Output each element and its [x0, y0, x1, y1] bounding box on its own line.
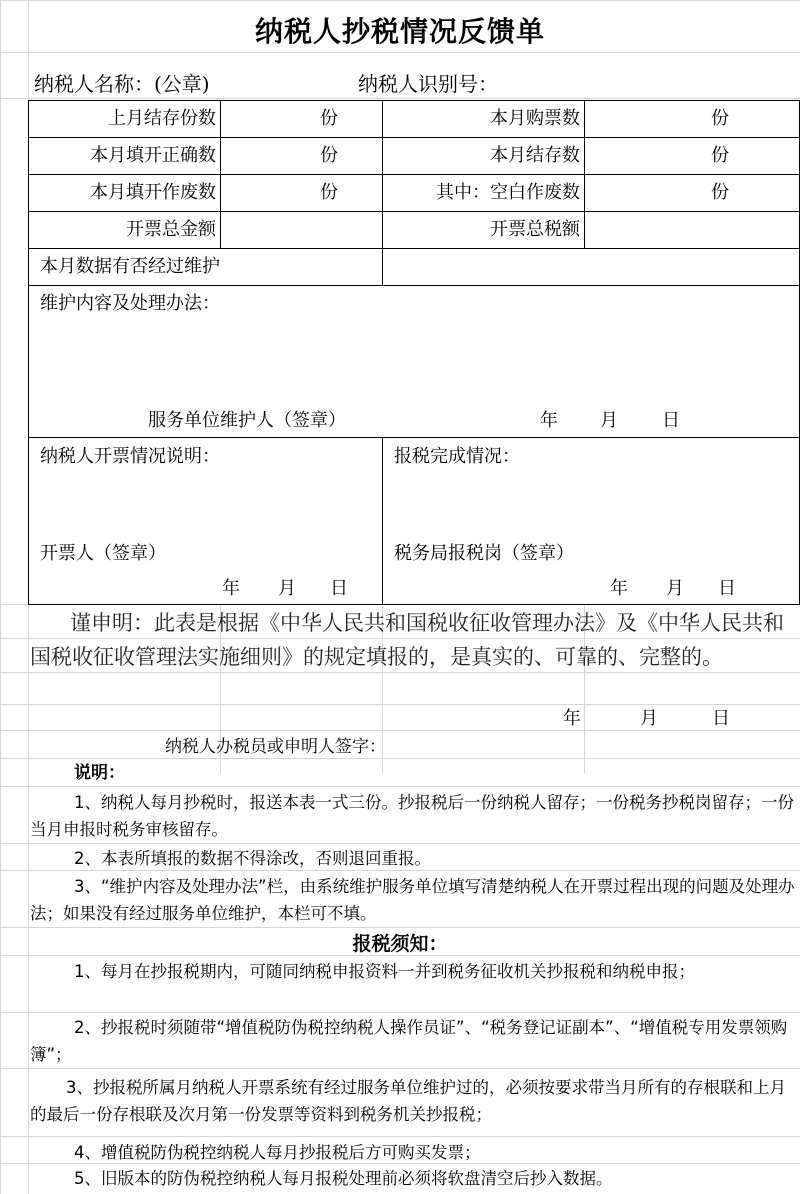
notes-heading: 说明： — [74, 763, 125, 783]
instruction-item: 1、每月在抄报税期内，可随同纳税申报资料一并到税务征收机关抄报税和纳税申报； — [74, 962, 695, 981]
month-purchase-label: 本月购票数 — [490, 108, 580, 129]
note-item: 3、“维护内容及处理办法”栏，由系统维护服务单位填写清楚纳税人在开票过程出现的问题及处理办法；如果没有经过服务单位维护，本栏可不填。 — [30, 877, 795, 923]
instructions-heading: 报税须知： — [352, 933, 448, 955]
date-month: 月 — [600, 410, 618, 431]
date-year: 年 — [222, 578, 240, 599]
date-year: 年 — [540, 410, 558, 431]
unit-label: 份 — [320, 108, 338, 129]
date-year: 年 — [610, 578, 628, 599]
maintained-question-label: 本月数据有否经过维护 — [40, 256, 220, 277]
month-stock-label: 本月结存数 — [490, 145, 580, 166]
filing-status-label: 报税完成情况： — [394, 446, 520, 467]
bureau-sign-label: 税务局报税岗（签章） — [394, 543, 574, 564]
declaration-text: 谨申明：此表是根据《中华人民共和国税收征收管理办法》及《中华人民共和国税收征收管理法实施细则》的规定填报的，是真实的、可靠的、完整的。 — [30, 611, 784, 669]
correct-issued-label: 本月填开正确数 — [90, 145, 216, 166]
declarant-signature-label: 纳税人办税员或申明人签字： — [165, 737, 386, 757]
date-month: 月 — [640, 708, 658, 729]
prev-month-stock-label: 上月结存份数 — [108, 108, 216, 129]
instruction-item: 2、抄报税时须随带“增值税防伪税控纳税人操作员证”、“税务登记证副本”、“增值税专用发票领购簿”； — [30, 1018, 788, 1064]
unit-label: 份 — [711, 108, 729, 129]
date-month: 月 — [278, 578, 296, 599]
total-amount-label: 开票总金额 — [126, 219, 216, 240]
voided-issued-label: 本月填开作废数 — [90, 182, 216, 203]
date-day: 日 — [662, 410, 680, 431]
total-tax-label: 开票总税额 — [490, 219, 580, 240]
invoicing-note-label: 纳税人开票情况说明： — [40, 446, 220, 467]
unit-label: 份 — [711, 145, 729, 166]
note-item: 1、纳税人每月抄税时，报送本表一式三份。抄报税后一份纳税人留存；一份税务抄税岗留存；一份当月申报时税务审核留存。 — [30, 793, 794, 839]
taxpayer-name-label: 纳税人名称：(公章) — [34, 72, 210, 96]
unit-label: 份 — [711, 182, 729, 203]
date-month: 月 — [666, 578, 684, 599]
date-year: 年 — [563, 708, 581, 729]
instruction-item: 4、增值税防伪税控纳税人每月抄报税后方可购买发票； — [74, 1143, 481, 1162]
blank-voided-label: 其中：空白作废数 — [436, 182, 580, 203]
maintenance-content-label: 维护内容及处理办法： — [40, 293, 220, 314]
invoicer-sign-label: 开票人（签章） — [40, 543, 166, 564]
taxpayer-id-label: 纳税人识别号： — [358, 72, 498, 96]
date-day: 日 — [330, 578, 348, 599]
unit-label: 份 — [320, 145, 338, 166]
note-item: 2、本表所填报的数据不得涂改，否则退回重报。 — [74, 849, 431, 868]
unit-label: 份 — [320, 182, 338, 203]
service-signer-label: 服务单位维护人（签章） — [148, 410, 346, 431]
date-day: 日 — [718, 578, 736, 599]
instruction-item: 3、抄报税所属月纳税人开票系统有经过服务单位维护过的，必须按要求带当月所有的存根联和上月的最后一份存根联及次月第一份发票等资料到税务机关抄报税； — [30, 1078, 786, 1124]
date-day: 日 — [712, 708, 730, 729]
form-title: 纳税人抄税情况反馈单 — [254, 15, 545, 48]
instruction-item: 5、旧版本的防伪税控纳税人每月报税处理前必须将软盘清空后抄入数据。 — [74, 1169, 613, 1188]
